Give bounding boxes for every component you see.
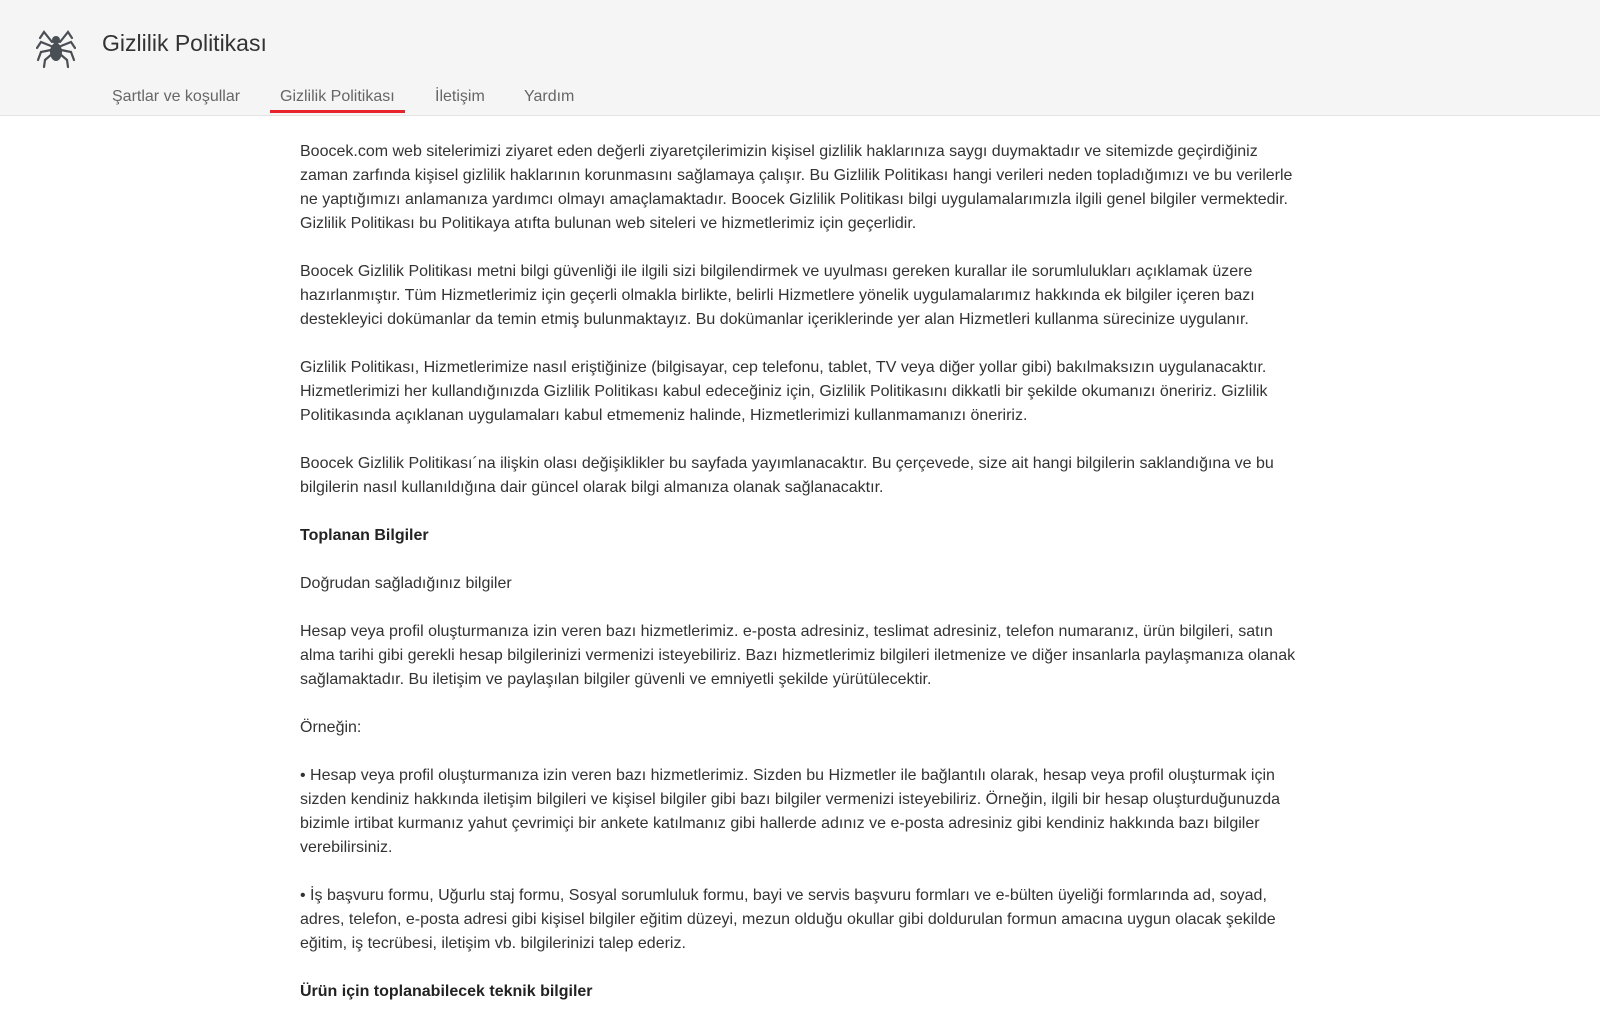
list-item: • Hesap veya profil oluşturmanıza izin veren bazı hizmetlerimiz. Sizden bu Hizmetler ile bağlantılı olarak, hesap veya profil oluşturmak için sizden kendiniz hakkında iletişim bilgileri ve kişisel bilgiler gibi bazı bilgiler vermenizi isteyebiliriz. Örneğin, ilgili bir hesap oluşturduğunuzda bizimle irtibat kurmanız yahut çevrimiçi bir ankete katılmanız gibi hallerde adınız ve e-posta adresiniz gibi kendiniz hakkında bazı bilgiler verebilirsiniz. xyxy=(300,767,1281,856)
paragraph: Doğrudan sağladığınız bilgiler xyxy=(300,575,512,592)
section-heading: Toplanan Bilgiler xyxy=(300,527,429,544)
tab-privacy-policy[interactable]: Gizlilik Politikası xyxy=(280,88,395,105)
site-header xyxy=(0,0,1600,116)
tab-help[interactable]: Yardım xyxy=(524,88,575,105)
paragraph: Boocek Gizlilik Politikası metni bilgi güvenliği ile ilgili sizi bilgilendirmek ve uyulması gereken kurallar ile sorumlulukları açıklamak üzere hazırlanmıştır. Tüm Hizmetlerimiz için geçerli olmakla birlikte, belirli Hizmetlere yönelik uygulamalarımız hakkında ek bilgiler içeren bazı destekleyici dokümanlar da temin etmiş bulunmaktayız. Bu dokümanlar içeriklerinde yer alan Hizmetleri kullanma sürecinize uygulanır. xyxy=(300,263,1255,328)
tab-terms[interactable]: Şartlar ve koşullar xyxy=(112,88,241,105)
paragraph: Hesap veya profil oluşturmanıza izin veren bazı hizmetlerimiz. e-posta adresiniz, teslimat adresiniz, telefon numaranız, ürün bilgileri, satın alma tarihi gibi gerekli hesap bilgilerinizi vermenizi isteyebiliriz. Bazı hizmetlerimiz bilgileri iletmenize ve diğer insanlarla paylaşmanıza olanak sağlamaktadır. Bu iletişim ve paylaşılan bilgiler güvenli ve emniyetli şekilde yürütülecektir. xyxy=(300,623,1296,688)
spider-icon[interactable] xyxy=(36,24,76,68)
paragraph: Boocek Gizlilik Politikası´na ilişkin olası değişiklikler bu sayfada yayımlanacaktır. Bu çerçevede, size ait hangi bilgilerin saklandığına ve bu bilgilerin nasıl kullanıldığına dair güncel olarak bilgi almanıza olanak sağlanacaktır. xyxy=(300,455,1274,496)
active-tab-indicator xyxy=(270,110,405,113)
nav-tabs xyxy=(0,82,1600,116)
page-title: Gizlilik Politikası xyxy=(102,30,267,56)
paragraph: Örneğin: xyxy=(300,719,362,736)
tab-contact[interactable]: İletişim xyxy=(435,88,485,105)
section-heading: Ürün için toplanabilecek teknik bilgiler xyxy=(300,983,593,1000)
paragraph: Gizlilik Politikası, Hizmetlerimize nasıl eriştiğinize (bilgisayar, cep telefonu, tablet, TV veya diğer yollar gibi) bakılmaksızın uygulanacaktır. Hizmetlerimizi her kullandığınızda Gizlilik Politikası kabul edeceğiniz için, Gizlilik Politikasını dikkatli bir şekilde okumanızı öneririz. Gizlilik Politikasında açıklanan uygulamaları kabul etmemeniz halinde, Hizmetlerimizi kullanmamanızı öneririz. xyxy=(300,359,1268,424)
policy-content xyxy=(300,140,1300,1028)
paragraph: Boocek.com web sitelerimizi ziyaret eden değerli ziyaretçilerimizin kişisel gizlilik haklarınıza saygı duymaktadır ve sitemizde geçirdiğiniz zaman zarfında kişisel gizlilik haklarının korunmasını sağlamaya çalışır. Bu Gizlilik Politikası hangi verileri neden topladığımızı ve bu verilerle ne yaptığımızı anlamanıza yardımcı olmayı amaçlamaktadır. Boocek Gizlilik Politikası bilgi uygulamalarımızla ilgili genel bilgiler vermektedir. Gizlilik Politikası bu Politikaya atıfta bulunan web siteleri ve hizmetlerimiz için geçerlidir. xyxy=(300,143,1293,232)
list-item: • İş başvuru formu, Uğurlu staj formu, Sosyal sorumluluk formu, bayi ve servis başvuru formları ve e-bülten üyeliği formlarında ad, soyad, adres, telefon, e-posta adresi gibi kişisel bilgiler eğitim düzeyi, mezun olduğu okullar gibi doldurulan formun amacına uygun olacak şekilde eğitim, iş tecrübesi, iletişim vb. bilgilerinizi talep ederiz. xyxy=(300,887,1276,952)
